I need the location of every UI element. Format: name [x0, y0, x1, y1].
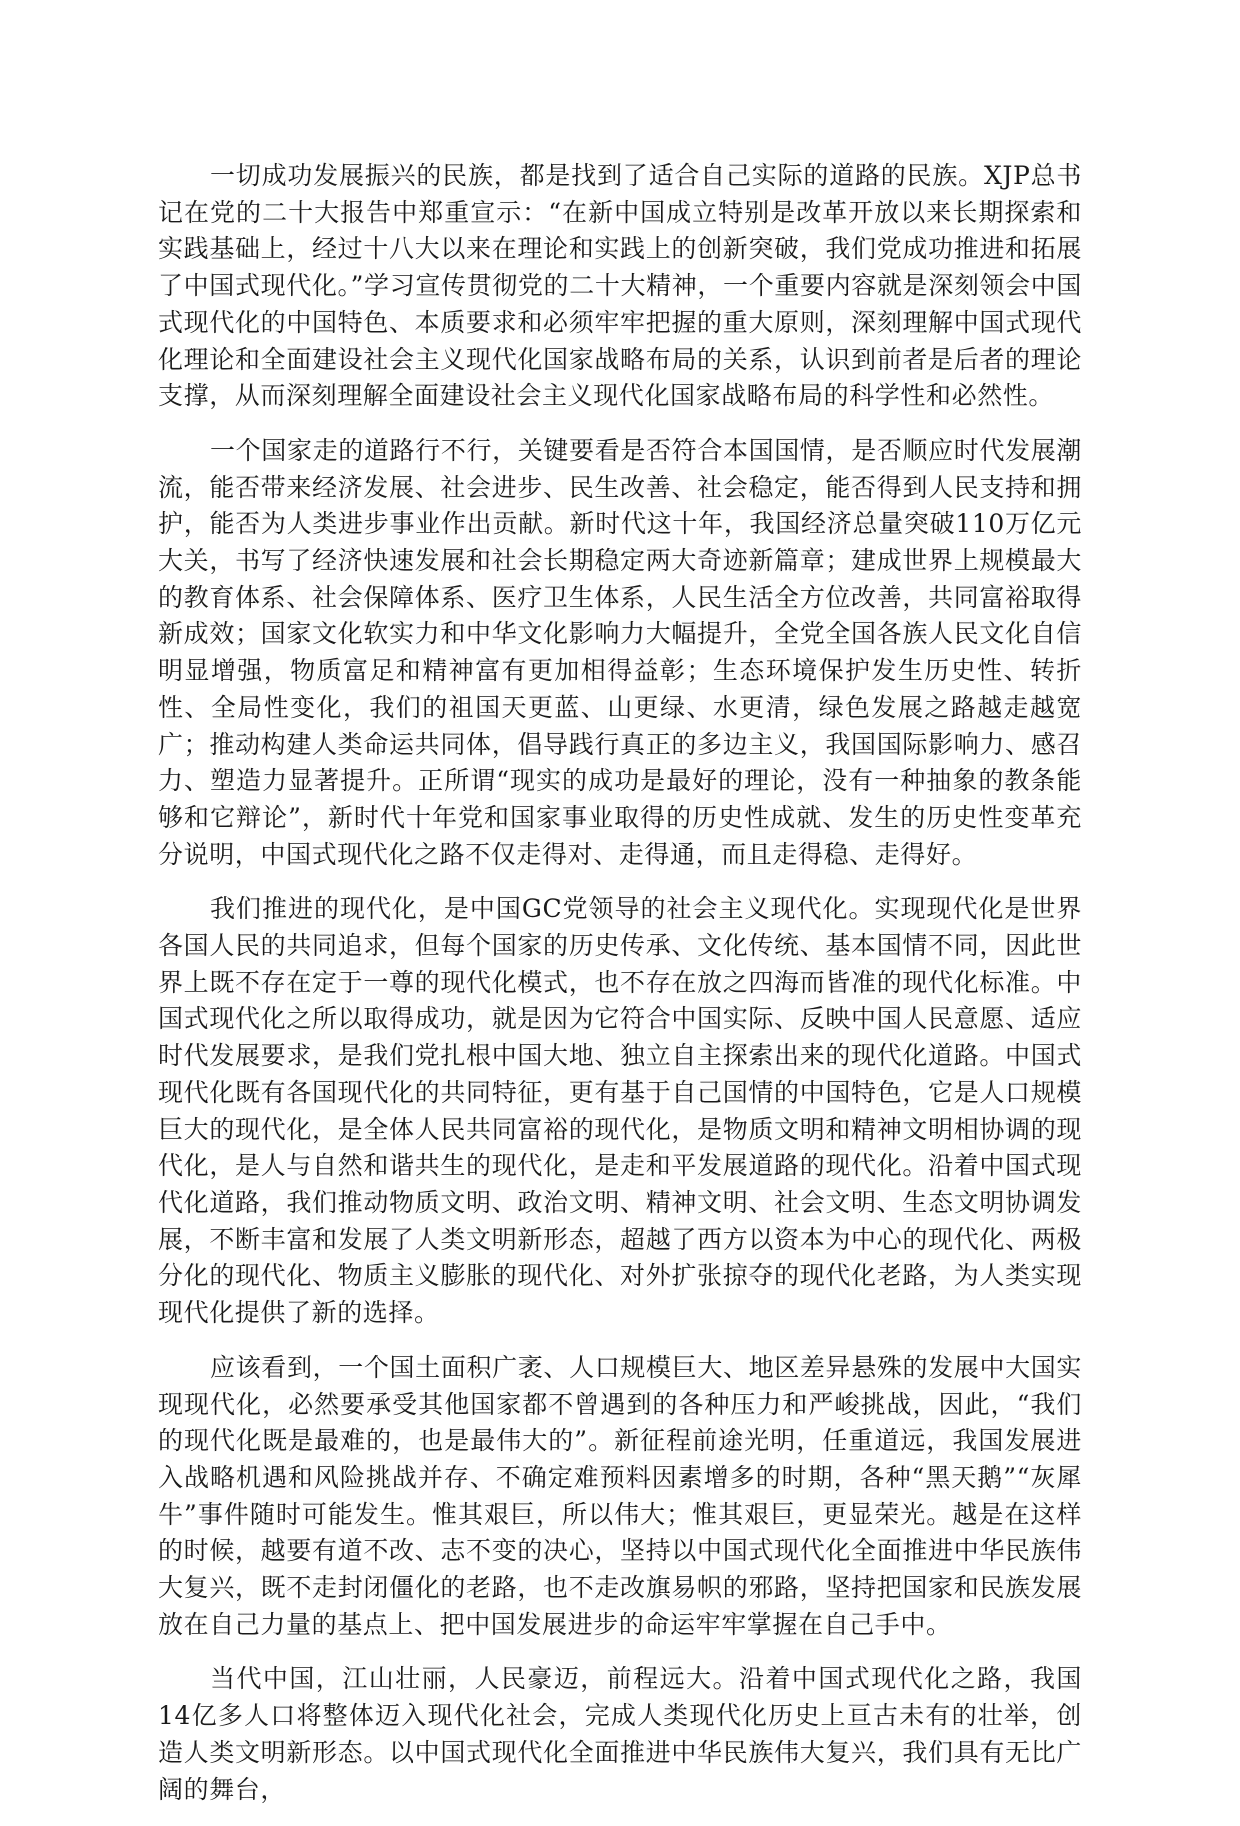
paragraph-4: 应该看到，一个国土面积广袤、人口规模巨大、地区差异悬殊的发展中大国实现现代化，必然要承受其他国家都不曾遇到的各种压力和严峻挑战，因此，“我们的现代化既是最难的，也是最伟大的”。新征程前途光明，任重道远，我国发展进入战略机遇和风险挑战并存、不确定难预料因素增多的时期，各种“黑天鹅”“灰犀牛”事件随时可能发生。惟其艰巨，所以伟大；惟其艰巨，更显荣光。越是在这样的时候，越要有道不改、志不变的决心，坚持以中国式现代化全面推进中华民族伟大复兴，既不走封闭僵化的老路，也不走改旗易帜的邪路，坚持把国家和民族发展放在自己力量的基点上、把中国发展进步的命运牢牢掌握在自己手中。 [158, 1352, 1082, 1639]
paragraph-5: 当代中国，江山壮丽，人民豪迈，前程远大。沿着中国式现代化之路，我国14亿多人口将整体迈入现代化社会，完成人类现代化历史上亘古未有的壮举，创造人类文明新形态。以中国式现代化全面推进中华民族伟大复兴，我们具有无比广阔的舞台， [158, 1664, 1082, 1804]
paragraph-1: 一切成功发展振兴的民族，都是找到了适合自己实际的道路的民族。XJP总书记在党的二十大报告中郑重宣示：“在新中国成立特别是改革开放以来长期探索和实践基础上，经过十八大以来在理论和实践上的创新突破，我们党成功推进和拓展了中国式现代化。”学习宣传贯彻党的二十大精神，一个重要内容就是深刻领会中国式现代化的中国特色、本质要求和必须牢牢把握的重大原则，深刻理解中国式现代化理论和全面建设社会主义现代化国家战略布局的关系，认识到前者是后者的理论支撑，从而深刻理解全面建设社会主义现代化国家战略布局的科学性和必然性。 [158, 161, 1082, 411]
paragraph-3: 我们推进的现代化，是中国GC党领导的社会主义现代化。实现现代化是世界各国人民的共同追求，但每个国家的历史传承、文化传统、基本国情不同，因此世界上既不存在定于一尊的现代化模式，也不存在放之四海而皆准的现代化标准。中国式现代化之所以取得成功，就是因为它符合中国实际、反映中国人民意愿、适应时代发展要求，是我们党扎根中国大地、独立自主探索出来的现代化道路。中国式现代化既有各国现代化的共同特征，更有基于自己国情的中国特色，它是人口规模巨大的现代化，是全体人民共同富裕的现代化，是物质文明和精神文明相协调的现代化，是人与自然和谐共生的现代化，是走和平发展道路的现代化。沿着中国式现代化道路，我们推动物质文明、政治文明、精神文明、社会文明、生态文明协调发展，不断丰富和发展了人类文明新形态，超越了西方以资本为中心的现代化、两极分化的现代化、物质主义膨胀的现代化、对外扩张掠夺的现代化老路，为人类实现现代化提供了新的选择。 [158, 894, 1082, 1328]
paragraph-2: 一个国家走的道路行不行，关键要看是否符合本国国情，是否顺应时代发展潮流，能否带来经济发展、社会进步、民生改善、社会稳定，能否得到人民支持和拥护，能否为人类进步事业作出贡献。新时代这十年，我国经济总量突破110万亿元大关，书写了经济快速发展和社会长期稳定两大奇迹新篇章；建成世界上规模最大的教育体系、社会保障体系、医疗卫生体系，人民生活全方位改善，共同富裕取得新成效；国家文化软实力和中华文化影响力大幅提升，全党全国各族人民文化自信明显增强，物质富足和精神富有更加相得益彰；生态环境保护发生历史性、转折性、全局性变化，我们的祖国天更蓝、山更绿、水更清，绿色发展之路越走越宽广；推动构建人类命运共同体，倡导践行真正的多边主义，我国国际影响力、感召力、塑造力显著提升。正所谓“现实的成功是最好的理论，没有一种抽象的教条能够和它辩论”，新时代十年党和国家事业取得的历史性成就、发生的历史性变革充分说明，中国式现代化之路不仅走得对、走得通，而且走得稳、走得好。 [158, 435, 1082, 869]
document-body [158, 158, 1082, 1826]
